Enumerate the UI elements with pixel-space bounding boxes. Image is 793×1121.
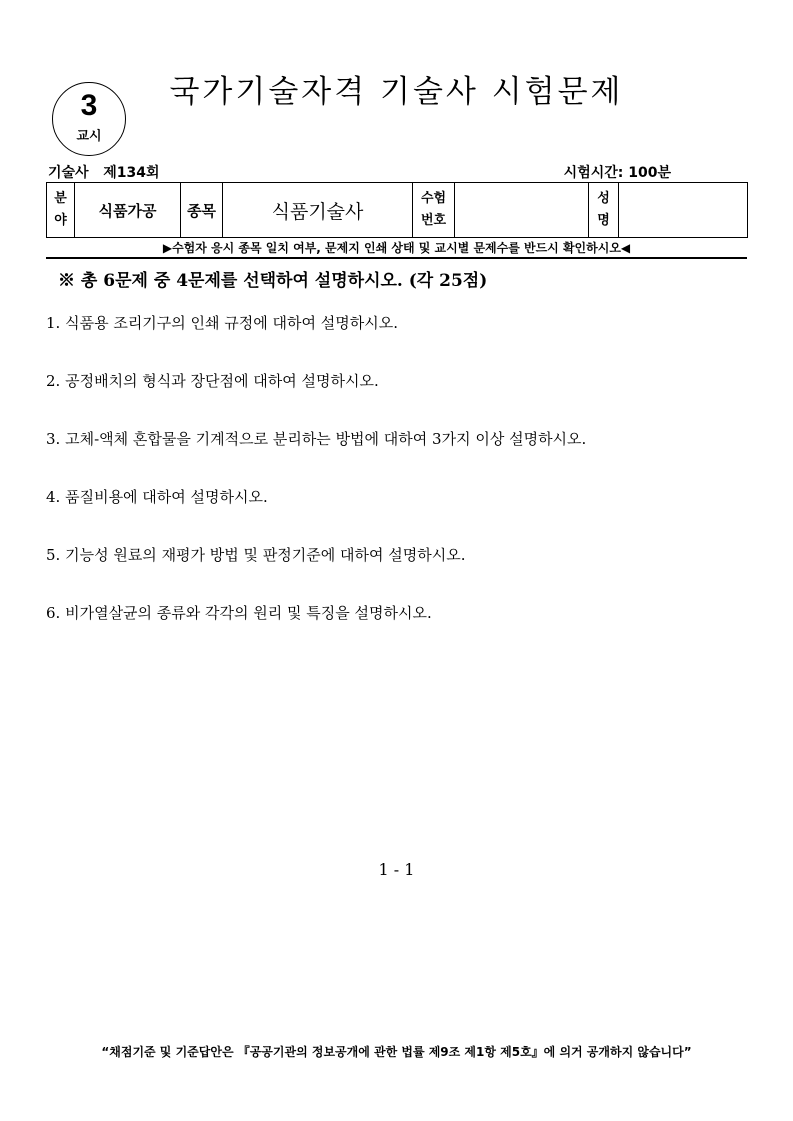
question-item (46, 602, 586, 660)
question-item (46, 312, 586, 370)
question-text: 공정배치의 형식과 장단점에 대하여 설명하시오. (65, 372, 379, 390)
question-text: 고체-액체 혼합물을 기계적으로 분리하는 방법에 대하여 3가지 이상 설명하시오. (65, 430, 587, 448)
question-number: 4. (46, 488, 61, 506)
exam-info-table (46, 182, 748, 238)
name-label-top: 성 (597, 191, 610, 206)
question-item (46, 370, 586, 428)
page-title: 국가기술자격 기술사 시험문제 (169, 74, 624, 110)
question-item (46, 428, 586, 486)
question-number: 2. (46, 372, 61, 390)
exam-number-label-top: 수험 (420, 191, 447, 206)
page-number: 1 - 1 (378, 860, 415, 879)
exam-number-label (413, 183, 455, 238)
notice-banner: ▶수험자 응시 종목 일치 여부, 문제지 인쇄 상태 및 교시별 문제수를 반드시 확인하시오◀ (162, 241, 631, 255)
category-value: 식품기술사 (223, 183, 413, 238)
question-text: 품질비용에 대하여 설명하시오. (65, 488, 268, 506)
question-number: 6. (46, 604, 61, 622)
question-item (46, 486, 586, 544)
divider (46, 257, 747, 259)
exam-number-field[interactable] (455, 183, 589, 238)
field-label-bottom: 야 (54, 213, 67, 228)
field-value: 식품가공 (75, 183, 181, 238)
footer-disclaimer: “채점기준 및 기준답안은 『공공기관의 정보공개에 관한 법률 제9조 제1항 제5호』에 의거 공개하지 않습니다” (101, 1045, 692, 1059)
session-number: 3 (80, 89, 98, 122)
question-list (46, 312, 586, 660)
time-allowed: 시험시간: 100분 (563, 165, 671, 181)
question-text: 비가열살균의 종류와 각각의 원리 및 특징을 설명하시오. (65, 604, 432, 622)
exam-number-label-bottom: 번호 (420, 213, 447, 228)
question-text: 식품용 조리기구의 인쇄 규정에 대하여 설명하시오. (65, 314, 398, 332)
question-number: 3. (46, 430, 61, 448)
category-label: 종목 (181, 183, 223, 238)
field-label (47, 183, 75, 238)
exam-round: 기술사 제134회 (48, 165, 160, 181)
name-label (589, 183, 619, 238)
question-number: 5. (46, 546, 61, 564)
session-badge (52, 82, 126, 156)
instruction: ※ 총 6문제 중 4문제를 선택하여 설명하시오. (각 25점) (58, 271, 488, 291)
field-label-top: 분 (54, 191, 67, 206)
question-number: 1. (46, 314, 61, 332)
session-label: 교시 (76, 129, 102, 144)
name-label-bottom: 명 (597, 213, 610, 228)
question-text: 기능성 원료의 재평가 방법 및 판정기준에 대하여 설명하시오. (65, 546, 466, 564)
name-field[interactable] (619, 183, 748, 238)
question-item (46, 544, 586, 602)
